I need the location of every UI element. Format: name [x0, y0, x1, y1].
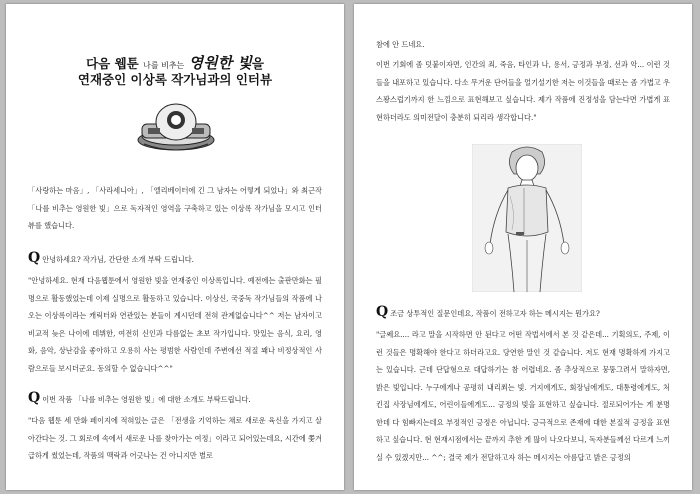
- question-2: [28, 390, 322, 408]
- answer-1: "안녕하세요. 현재 다음웹툰에서 영원한 빛을 연재중인 이상록입니다. 예전에는 출판만화는 필명으로 활동했었는데 이제 실명으로 활동하고 있습니다. 이상신, 국중독 작가님들의 작품에 나오는 이상록이라는 캐릭터와 연관있는 분들이 계시던데 전혀 관계없습니다^^ 저는 남자이고 비교적 늦은 나이에 데뷔한, 여전히 신인과 다름없는 초보 작가입니다. 맛있는 음식, 요리, 영화, 음악, 상난감을 좋아하고 오용히 사는 평범한 사람인데 주변에선 적질 꽤나 비정상적인 사람으로들 보시더군요. 동의할 수 없습니다^^": [28, 276, 322, 373]
- title-webtoon-big: 영원한 빛: [188, 54, 252, 72]
- question-3-text: 조금 상투적인 질문인데요, 작품이 전하고자 하는 메시지는 뭔가요?: [390, 309, 600, 318]
- interview-title-line2: 연재중인 이상록 작가님과의 인터뷰: [77, 72, 273, 87]
- q-mark: Q: [28, 390, 41, 406]
- question-3: [376, 304, 670, 322]
- continued-text: 참에 안 드네요.: [376, 40, 425, 49]
- answer-2: "다음 웹툰 세 만화 페이지에 적혀있는 글은 「전생을 기억하는 채로 새로운 육신을 가지고 살아간다는 것. 그 회로에 속에서 새로운 나를 찾아가는 여정」이라고 되어있는데요, 시간에 쫓겨 급하게 썼었는데, 작품의 맥락과 어긋나는 건 아니지만 별로: [28, 416, 322, 460]
- character-illustration: [472, 144, 582, 292]
- question-1-text: 안녕하세요? 작가님, 간단한 소개 부탁 드립니다.: [42, 255, 194, 264]
- q-mark: Q: [28, 250, 41, 266]
- answer-continuation: 이번 기회에 좀 덧붙이자면, 인간의 죄, 죽음, 타인과 나, 용서, 긍정과 부정, 선과 악... 이런 것들을 내포하고 있습니다. 다소 무거운 단어들을 얼기설기한 저는 이것들을 때로는 좀 가볍고 우스꽝스럽기까지 한 느낌으로 표현해보고 싶습니다. 제가 작품에 진정성을 담는다면 가볍게 표현하더라도 의미전달이 충분히 되리라 생각합니다.": [376, 60, 670, 122]
- right-page: [354, 4, 692, 490]
- title-postfix: 을: [251, 56, 264, 71]
- spaceship-illustration: [136, 96, 216, 158]
- title-webtoon-small: 나를 비추는: [143, 61, 185, 70]
- question-2-text: 이번 작품 「나를 비추는 영원한 빛」에 대한 소개도 부탁드립니다.: [42, 395, 251, 404]
- intro-paragraph: 「사랑하는 마음」, 「사라세니아」, 「엘리베이터에 긴 그 남자는 어떻게 되었나」와 최근작 「나를 비추는 영원한 빛」으로 독자적인 영역을 구축하고 있는 이상록 작가님을 모시고 인터뷰를 했습니다.: [28, 186, 322, 230]
- left-page: [6, 4, 344, 490]
- q-mark: Q: [376, 304, 389, 320]
- answer-3: "글쎄요.... 라고 말을 시작하면 안 된다고 어떤 작법서에서 본 것 같은데... 기획의도, 주제, 이런 것들은 명확해야 한다고 하더라고요. 당연한 말인 것 같습니다. 저도 현재 명확하게 가지고는 있습니다. 근데 단답형으로 대답하기는 참 어렵네요. 좀 추상적으로 뭉뚱그려서 말하자면, 밝은 빛입니다. 누구에게나 공평히 내리쬐는 빛. 거지에게도, 회장님에게도, 대통령에게도, 처킨집 사장님에게도, 어린이들에게도... 긍정의 빛을 표현하고 싶습니다. 절로되어가는 게 분명한데 다 힘빠지는데요 부정적인 긍정은 아닙니다. 긍극적으로 존재에 대한 본질적 긍정을 표현하고 싶습니다. 현 현재시점에서는 끝까지 추한 게 많이 나오다보니, 독자분들께선 다르게 느끼실 수 있겠지만... ^^; 결국 제가 전달하고자 하는 메시지는 아름답고 밝은 긍정의: [376, 330, 670, 462]
- title-prefix: 다음 웹툰: [86, 56, 139, 71]
- question-1: [28, 250, 322, 268]
